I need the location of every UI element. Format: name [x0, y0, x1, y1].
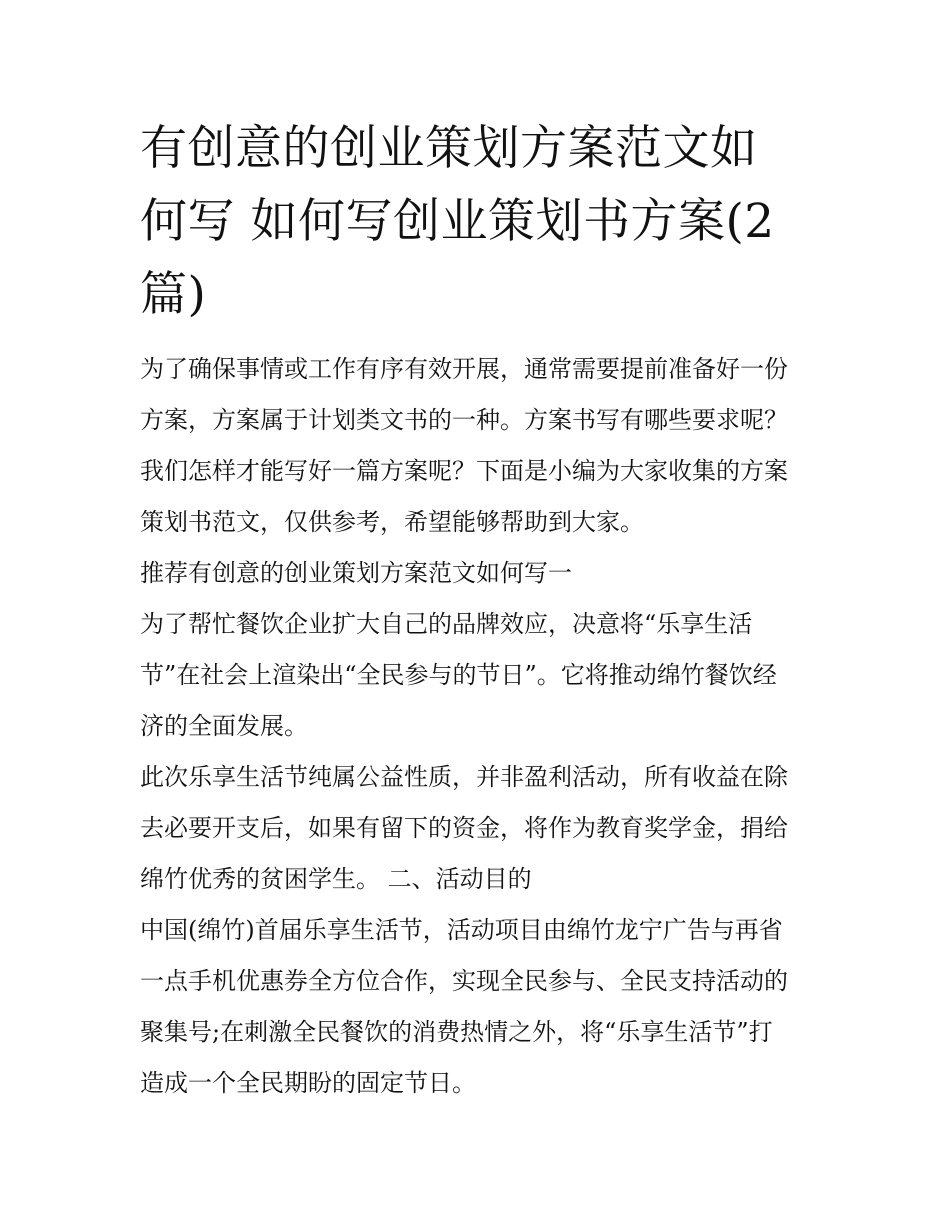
text-line: 我们怎样才能写好一篇方案呢？下面是小编为大家收集的方案	[140, 457, 788, 485]
section-heading	[140, 548, 820, 599]
text-line: 聚集号;在刺激全民餐饮的消费热情之外，将“乐享生活节”打	[140, 1018, 773, 1046]
title-line-2: 何写 如何写创业策划书方案(2	[140, 194, 775, 249]
text-line: 策划书范文，仅供参考，希望能够帮助到大家。	[140, 508, 644, 536]
body-paragraph-1	[140, 599, 820, 752]
title-line-3: 篇)	[140, 267, 207, 322]
text-line: 推荐有创意的创业策划方案范文如何写一	[140, 559, 572, 587]
text-line: 节”在社会上渲染出“全民参与的节日”。它将推动绵竹餐饮经	[140, 661, 777, 689]
document-title	[140, 112, 820, 331]
text-line: 中国(绵竹)首届乐享生活节，活动项目由绵竹龙宁广告与再省	[140, 916, 783, 944]
intro-paragraph	[140, 344, 820, 548]
text-line: 一点手机优惠券全方位合作，实现全民参与、全民支持活动的	[140, 967, 788, 995]
body-paragraph-3	[140, 905, 820, 1109]
document-page	[140, 112, 820, 1109]
text-line: 此次乐享生活节纯属公益性质，并非盈利活动，所有收益在除	[140, 763, 788, 791]
text-line: 为了确保事情或工作有序有效开展，通常需要提前准备好一份	[140, 355, 788, 383]
text-line: 造成一个全民期盼的固定节日。	[140, 1069, 476, 1097]
title-line-1: 有创意的创业策划方案范文如	[140, 121, 758, 176]
body-paragraph-2	[140, 752, 820, 905]
text-line: 方案，方案属于计划类文书的一种。方案书写有哪些要求呢？	[140, 406, 788, 434]
text-line: 绵竹优秀的贫困学生。 二、活动目的	[140, 865, 532, 893]
text-line: 去必要开支后，如果有留下的资金，将作为教育奖学金，捐给	[140, 814, 788, 842]
text-line: 为了帮忙餐饮企业扩大自己的品牌效应，决意将“乐享生活	[140, 610, 753, 638]
text-line: 济的全面发展。	[140, 712, 308, 740]
